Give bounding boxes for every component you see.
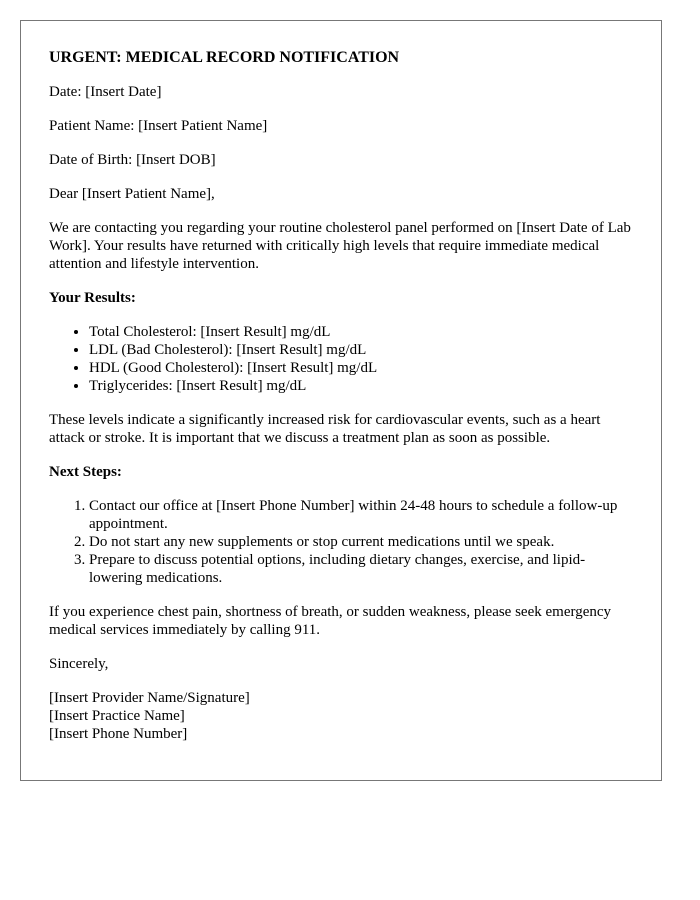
dob-line: Date of Birth: [Insert DOB] (49, 152, 216, 168)
patient-name-line: Patient Name: [Insert Patient Name] (49, 118, 268, 134)
closing: Sincerely, (49, 656, 109, 672)
signature-phone: [Insert Phone Number] (49, 726, 188, 742)
signature-practice: [Insert Practice Name] (49, 708, 185, 724)
list-item: 3. Prepare to discuss potential options, including dietary changes, exercise, and lipid-lowering medications. (89, 551, 633, 587)
risk-paragraph: These levels indicate a significantly increased risk for cardiovascular events, such as a heart attack or stroke. It is important that we discuss a treatment plan as soon as possible. (49, 412, 601, 446)
next-steps-list (49, 497, 633, 587)
next-steps-heading: Next Steps: (49, 464, 122, 480)
list-item: • Total Cholesterol: [Insert Result] mg/dL (89, 323, 633, 341)
salutation: Dear [Insert Patient Name], (49, 186, 215, 202)
letter-title: URGENT: MEDICAL RECORD NOTIFICATION (49, 49, 400, 66)
letter-document (20, 20, 662, 781)
list-item: • LDL (Bad Cholesterol): [Insert Result] mg/dL (89, 341, 633, 359)
signature-provider: [Insert Provider Name/Signature] (49, 690, 250, 706)
results-list (49, 323, 633, 395)
signature-block (49, 689, 633, 743)
list-item: 2. Do not start any new supplements or stop current medications until we speak. (89, 533, 633, 551)
date-line: Date: [Insert Date] (49, 84, 162, 100)
intro-paragraph: We are contacting you regarding your routine cholesterol panel performed on [Insert Date of Lab Work]. Your results have returned with critically high levels that require immediate medical attention and lifestyle intervention. (49, 220, 631, 272)
list-item: • HDL (Good Cholesterol): [Insert Result] mg/dL (89, 359, 633, 377)
list-item: 1. Contact our office at [Insert Phone Number] within 24-48 hours to schedule a follow-up appointment. (89, 497, 633, 533)
emergency-paragraph: If you experience chest pain, shortness of breath, or sudden weakness, please seek emergency medical services immediately by calling 911. (49, 604, 612, 638)
results-heading: Your Results: (49, 290, 136, 306)
list-item: • Triglycerides: [Insert Result] mg/dL (89, 377, 633, 395)
